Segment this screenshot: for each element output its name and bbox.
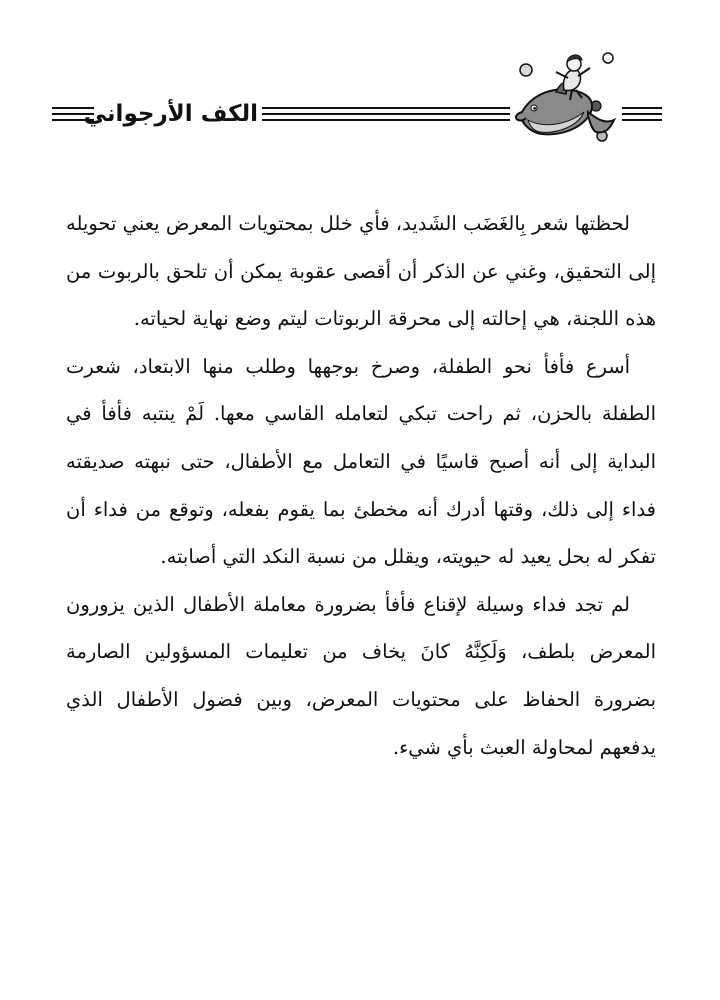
ball-icon <box>520 64 532 76</box>
paragraph: لم تجد فداء وسيلة لإقناع فأفأ بضرورة معاملة الأطفال الذين يزورون المعرض بلطف، وَلَكِنَّهُ كانَ يخاف من تعليمات المسؤولين الصارمة بضرورة الحفاظ على محتويات المعرض، وبين فضول الأطفال الذي يدفعهم لمحاولة العبث بأي شيء. <box>66 592 656 759</box>
dolphin-rider-icon <box>512 50 624 150</box>
header-rule-right <box>622 107 662 121</box>
paragraph: أسرع فأفأ نحو الطفلة، وصرخ بوجهها وطلب منها الابتعاد، شعرت الطفلة بالحزن، ثم راحت تبكي لتعامله القاسي معها. لَمْ ينتبه فأفأ في البداية إلى أنه أصبح قاسيًا في التعامل مع الأطفال، حتى نبهته صديقته فداء إلى ذلك، وقتها أدرك أنه مخطئ بما يقوم بفعله، وتوقع من فداء أن تفكر له بحل يعيد له حيويته، ويقلل من نسبة النكد التي أصابته. <box>66 354 656 569</box>
chapter-title: الكف الأرجواني <box>83 101 258 127</box>
page-header <box>0 0 720 170</box>
header-rule-middle <box>262 107 510 121</box>
ball-icon <box>603 53 613 63</box>
paragraph: لحظتها شعر بِالغَضَب الشَديد، فأي خلل بمحتويات المعرض يعني تحويله إلى التحقيق، وغني عن الذكر أن أقصى عقوبة يمكن أن تلحق بالربوت من هذه اللجنة، هي إحالته إلى محرقة الربوتات ليتم وضع نهاية لحياته. <box>66 212 656 331</box>
body-text <box>66 200 656 771</box>
